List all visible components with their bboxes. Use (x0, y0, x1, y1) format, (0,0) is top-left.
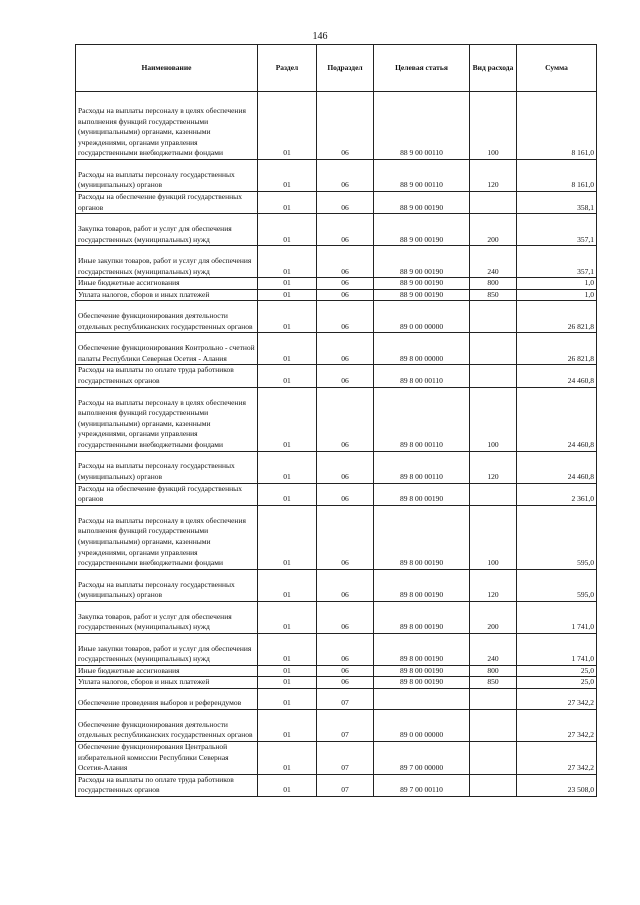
row-expense-type: 240 (470, 246, 517, 278)
row-subsection: 06 (317, 160, 374, 192)
row-name: Обеспечение функционирования деятельности отдельных республиканских государственных органов (76, 301, 258, 333)
row-target: 89 8 00 00190 (374, 483, 470, 505)
row-subsection: 06 (317, 92, 374, 160)
page-number: 146 (312, 31, 328, 42)
row-name: Уплата налогов, сборов и иных платежей (76, 677, 258, 689)
row-expense-type (470, 483, 517, 505)
table-row (76, 633, 597, 665)
row-sum: 26 821,8 (517, 333, 597, 365)
row-section: 01 (258, 483, 317, 505)
row-name: Иные закупки товаров, работ и услуг для обеспечения государственных (муниципальных) нужд (76, 246, 258, 278)
row-name: Расходы на выплаты персоналу в целях обеспечения выполнения функций государственными (муниципальными) органами, казенными учреждениями, органами управления государственными внебюджетными фондами (76, 92, 258, 160)
row-sum: 27 342,2 (517, 709, 597, 741)
row-target: 88 9 00 00190 (374, 278, 470, 290)
row-sum: 595,0 (517, 569, 597, 601)
row-name: Обеспечение функционирования Центральной избирательной комиссии Республики Северная Осетия-Алания (76, 741, 258, 774)
budget-table (75, 44, 597, 797)
row-name: Расходы на выплаты персоналу государственных (муниципальных) органов (76, 569, 258, 601)
row-expense-type (470, 365, 517, 387)
row-sum: 26 821,8 (517, 301, 597, 333)
row-subsection: 06 (317, 451, 374, 483)
row-subsection: 07 (317, 688, 374, 709)
row-section: 01 (258, 451, 317, 483)
row-target: 89 8 00 00190 (374, 633, 470, 665)
table-row (76, 192, 597, 214)
row-expense-type: 120 (470, 569, 517, 601)
row-target: 88 9 00 00190 (374, 192, 470, 214)
table-row (76, 246, 597, 278)
row-subsection: 06 (317, 214, 374, 246)
row-sum: 25,0 (517, 677, 597, 689)
table-row (76, 214, 597, 246)
row-sum: 595,0 (517, 505, 597, 569)
row-sum: 1,0 (517, 289, 597, 301)
header-name: Наименование (76, 45, 258, 92)
row-target: 88 9 00 00110 (374, 92, 470, 160)
row-name: Закупка товаров, работ и услуг для обеспечения государственных (муниципальных) нужд (76, 214, 258, 246)
row-name: Иные закупки товаров, работ и услуг для обеспечения государственных (муниципальных) нужд (76, 633, 258, 665)
row-subsection: 06 (317, 289, 374, 301)
table-row (76, 677, 597, 689)
table-row (76, 709, 597, 741)
row-expense-type (470, 301, 517, 333)
row-name: Расходы на выплаты персоналу государственных (муниципальных) органов (76, 451, 258, 483)
row-expense-type: 200 (470, 601, 517, 633)
row-section: 01 (258, 365, 317, 387)
row-expense-type: 200 (470, 214, 517, 246)
row-sum: 357,1 (517, 214, 597, 246)
row-section: 01 (258, 160, 317, 192)
row-target: 89 7 00 00000 (374, 741, 470, 774)
row-expense-type: 850 (470, 289, 517, 301)
row-expense-type: 800 (470, 665, 517, 677)
row-subsection: 06 (317, 483, 374, 505)
row-section: 01 (258, 665, 317, 677)
row-target: 88 9 00 00190 (374, 246, 470, 278)
row-target: 88 9 00 00190 (374, 214, 470, 246)
row-section: 01 (258, 774, 317, 796)
row-expense-type (470, 741, 517, 774)
row-subsection: 07 (317, 741, 374, 774)
row-section: 01 (258, 301, 317, 333)
row-section: 01 (258, 688, 317, 709)
row-subsection: 06 (317, 665, 374, 677)
row-name: Расходы на выплаты по оплате труда работников государственных органов (76, 774, 258, 796)
row-name: Расходы на выплаты по оплате труда работников государственных органов (76, 365, 258, 387)
row-sum: 27 342,2 (517, 688, 597, 709)
row-subsection: 06 (317, 301, 374, 333)
header-target: Целевая статья (374, 45, 470, 92)
row-section: 01 (258, 278, 317, 290)
row-subsection: 06 (317, 333, 374, 365)
table-row (76, 741, 597, 774)
row-subsection: 06 (317, 246, 374, 278)
row-expense-type: 850 (470, 677, 517, 689)
table-row (76, 333, 597, 365)
row-name: Иные бюджетные ассигнования (76, 278, 258, 290)
row-subsection: 06 (317, 278, 374, 290)
header-expense-type: Вид расхода (470, 45, 517, 92)
row-sum: 25,0 (517, 665, 597, 677)
row-subsection: 06 (317, 677, 374, 689)
row-sum: 358,1 (517, 192, 597, 214)
row-subsection: 06 (317, 569, 374, 601)
header-section: Раздел (258, 45, 317, 92)
table-row (76, 160, 597, 192)
row-target: 89 0 00 00000 (374, 301, 470, 333)
row-subsection: 06 (317, 505, 374, 569)
row-target (374, 688, 470, 709)
row-target: 89 8 00 00110 (374, 387, 470, 451)
row-section: 01 (258, 214, 317, 246)
row-expense-type: 100 (470, 92, 517, 160)
row-target: 89 8 00 00190 (374, 665, 470, 677)
row-target: 89 0 00 00000 (374, 709, 470, 741)
row-section: 01 (258, 246, 317, 278)
row-target: 89 8 00 00190 (374, 677, 470, 689)
row-expense-type: 100 (470, 505, 517, 569)
header-sum: Сумма (517, 45, 597, 92)
table-row (76, 451, 597, 483)
row-section: 01 (258, 333, 317, 365)
row-name: Расходы на выплаты персоналу в целях обеспечения выполнения функций государственными (муниципальными) органами, казенными учреждениями, органами управления государственными внебюджетными фондами (76, 387, 258, 451)
table-row (76, 774, 597, 796)
table-row (76, 569, 597, 601)
row-expense-type (470, 333, 517, 365)
row-expense-type: 240 (470, 633, 517, 665)
row-sum: 8 161,0 (517, 92, 597, 160)
row-target: 89 7 00 00110 (374, 774, 470, 796)
row-target: 88 9 00 00110 (374, 160, 470, 192)
row-sum: 23 508,0 (517, 774, 597, 796)
header-row (76, 45, 597, 92)
row-name: Расходы на обеспечение функций государственных органов (76, 483, 258, 505)
row-subsection: 06 (317, 633, 374, 665)
row-section: 01 (258, 289, 317, 301)
row-subsection: 07 (317, 774, 374, 796)
row-name: Расходы на выплаты персоналу государственных (муниципальных) органов (76, 160, 258, 192)
row-name: Обеспечение функционирования деятельности отдельных республиканских государственных органов (76, 709, 258, 741)
table-row (76, 92, 597, 160)
row-section: 01 (258, 709, 317, 741)
row-target: 88 9 00 00190 (374, 289, 470, 301)
row-sum: 2 361,0 (517, 483, 597, 505)
row-name: Расходы на обеспечение функций государственных органов (76, 192, 258, 214)
row-section: 01 (258, 387, 317, 451)
row-expense-type: 100 (470, 387, 517, 451)
row-section: 01 (258, 192, 317, 214)
row-name: Иные бюджетные ассигнования (76, 665, 258, 677)
row-expense-type (470, 774, 517, 796)
row-target: 89 8 00 00000 (374, 333, 470, 365)
row-target: 89 8 00 00190 (374, 569, 470, 601)
row-name: Расходы на выплаты персоналу в целях обеспечения выполнения функций государственными (муниципальными) органами, казенными учреждениями, органами управления государственными внебюджетными фондами (76, 505, 258, 569)
row-section: 01 (258, 741, 317, 774)
row-section: 01 (258, 569, 317, 601)
row-sum: 24 460,8 (517, 365, 597, 387)
row-sum: 1,0 (517, 278, 597, 290)
row-target: 89 8 00 00110 (374, 365, 470, 387)
row-expense-type: 800 (470, 278, 517, 290)
row-sum: 1 741,0 (517, 633, 597, 665)
row-subsection: 06 (317, 365, 374, 387)
table-row (76, 365, 597, 387)
row-name: Уплата налогов, сборов и иных платежей (76, 289, 258, 301)
row-subsection: 06 (317, 192, 374, 214)
row-expense-type (470, 688, 517, 709)
row-sum: 1 741,0 (517, 601, 597, 633)
row-expense-type (470, 709, 517, 741)
row-target: 89 8 00 00110 (374, 451, 470, 483)
header-subsection: Подраздел (317, 45, 374, 92)
table-row (76, 505, 597, 569)
table-row (76, 289, 597, 301)
row-sum: 24 460,8 (517, 451, 597, 483)
table-row (76, 688, 597, 709)
row-target: 89 8 00 00190 (374, 505, 470, 569)
row-subsection: 06 (317, 601, 374, 633)
row-section: 01 (258, 505, 317, 569)
row-sum: 357,1 (517, 246, 597, 278)
row-sum: 27 342,2 (517, 741, 597, 774)
row-name: Обеспечение проведения выборов и референдумов (76, 688, 258, 709)
row-section: 01 (258, 601, 317, 633)
row-expense-type: 120 (470, 160, 517, 192)
row-section: 01 (258, 92, 317, 160)
row-expense-type: 120 (470, 451, 517, 483)
row-section: 01 (258, 677, 317, 689)
table-row (76, 387, 597, 451)
row-target: 89 8 00 00190 (374, 601, 470, 633)
row-name: Обеспечение функционирования Контрольно - счетной палаты Республики Северная Осетия - Алания (76, 333, 258, 365)
row-subsection: 07 (317, 709, 374, 741)
table-row (76, 301, 597, 333)
row-name: Закупка товаров, работ и услуг для обеспечения государственных (муниципальных) нужд (76, 601, 258, 633)
row-subsection: 06 (317, 387, 374, 451)
row-sum: 24 460,8 (517, 387, 597, 451)
table-row (76, 601, 597, 633)
row-sum: 8 161,0 (517, 160, 597, 192)
table-row (76, 483, 597, 505)
table-row (76, 278, 597, 290)
row-section: 01 (258, 633, 317, 665)
table-row (76, 665, 597, 677)
row-expense-type (470, 192, 517, 214)
